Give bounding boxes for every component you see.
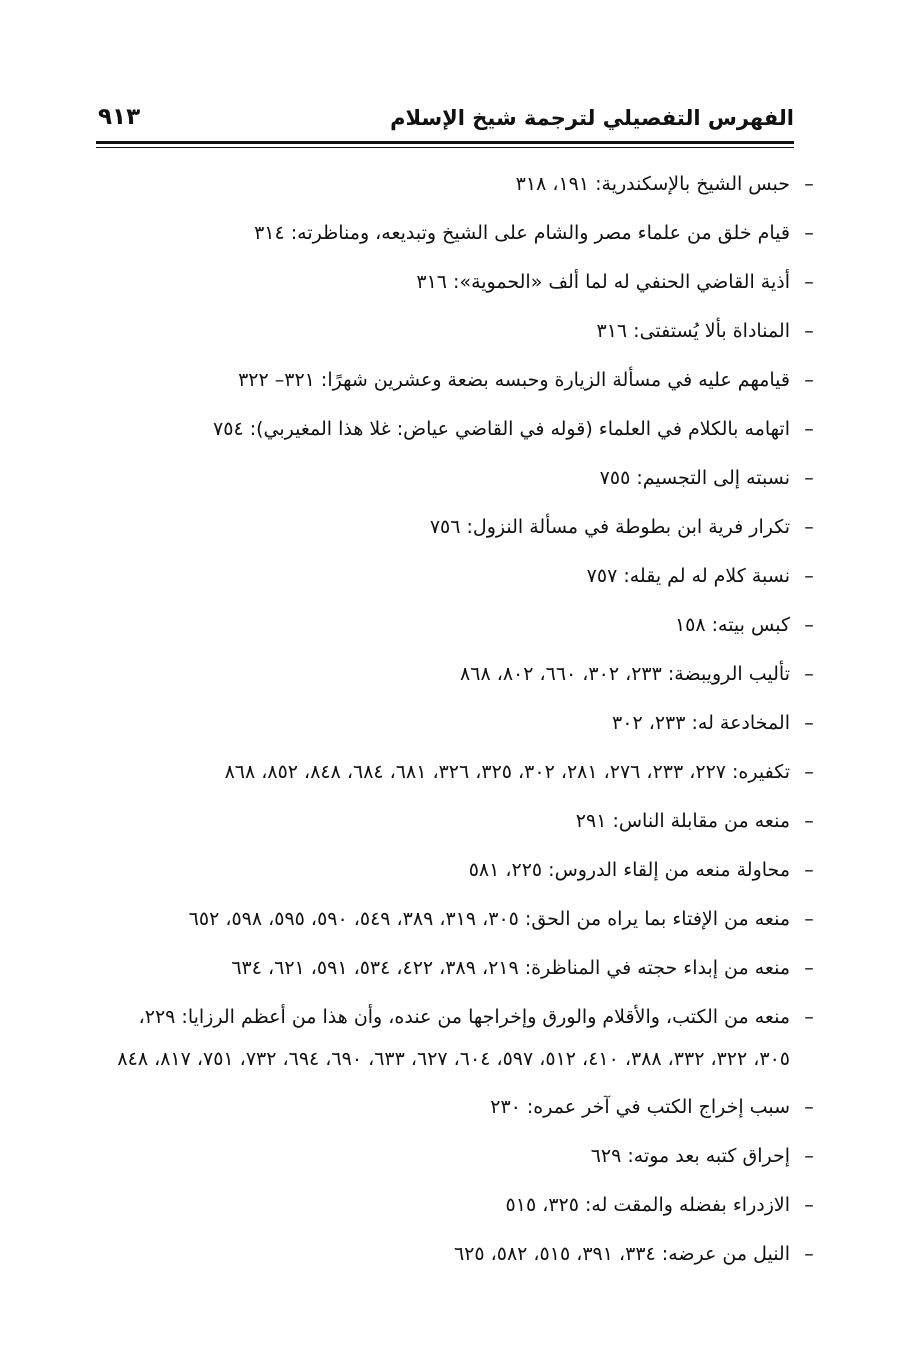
entry-dash: – — [804, 810, 814, 832]
index-entry — [100, 993, 820, 1083]
entry-text: قيام خلق من علماء مصر والشام على الشيخ وتبديعه، ومناظرته: ٣١٤ — [254, 222, 790, 244]
entry-text: سبب إخراج الكتب في آخر عمره: ٢٣٠ — [490, 1096, 790, 1118]
entry-text: الازدراء بفضله والمقت له: ٣٢٥، ٥١٥ — [505, 1194, 790, 1216]
index-entry — [100, 895, 820, 944]
entry-dash: – — [804, 173, 814, 195]
index-entry-list — [100, 160, 820, 1279]
entry-dash: – — [804, 859, 814, 881]
index-entry — [100, 1230, 820, 1279]
index-entry — [100, 601, 820, 650]
entry-dash: – — [804, 516, 814, 538]
entry-text: كبس بيته: ١٥٨ — [674, 614, 790, 636]
running-header — [96, 100, 794, 144]
entry-dash: – — [804, 1243, 814, 1265]
entry-text: حبس الشيخ بالإسكندرية: ١٩١، ٣١٨ — [515, 173, 790, 195]
entry-text: محاولة منعه من إلقاء الدروس: ٢٢٥، ٥٨١ — [468, 859, 790, 881]
header-rule-thin — [96, 147, 794, 148]
entry-dash: – — [804, 1194, 814, 1216]
entry-text: إحراق كتبه بعد موته: ٦٢٩ — [590, 1145, 790, 1167]
entry-text: المخادعة له: ٢٣٣، ٣٠٢ — [612, 712, 790, 734]
entry-text: اتهامه بالكلام في العلماء (قوله في القاضي عياض: غلا هذا المغيربي): ٧٥٤ — [213, 418, 790, 440]
entry-text: نسبته إلى التجسيم: ٧٥٥ — [599, 467, 790, 489]
index-entry — [100, 797, 820, 846]
entry-dash: – — [804, 369, 814, 391]
index-entry — [100, 307, 820, 356]
entry-dash: – — [804, 271, 814, 293]
index-entry — [100, 1083, 820, 1132]
index-entry — [100, 846, 820, 895]
index-entry — [100, 454, 820, 503]
index-entry — [100, 650, 820, 699]
entry-dash: – — [804, 467, 814, 489]
index-entry — [100, 160, 820, 209]
entry-dash: – — [804, 614, 814, 636]
entry-dash: – — [804, 1096, 814, 1118]
entry-dash: – — [804, 712, 814, 734]
index-entry — [100, 552, 820, 601]
entry-dash: – — [804, 418, 814, 440]
entry-text: أذية القاضي الحنفي له لما ألف «الحموية»: ٣١٦ — [416, 271, 790, 293]
entry-text: نسبة كلام له لم يقله: ٧٥٧ — [586, 565, 790, 587]
entry-text: منعه من إبداء حجته في المناظرة: ٢١٩، ٣٨٩، ٤٢٢، ٥٣٤، ٥٩١، ٦٢١، ٦٣٤ — [231, 957, 790, 979]
index-entry — [100, 1181, 820, 1230]
index-entry — [100, 944, 820, 993]
index-entry — [100, 258, 820, 307]
header-title: الفهرس التفصيلي لترجمة شيخ الإسلام — [390, 106, 794, 130]
entry-dash: – — [804, 908, 814, 930]
index-entry — [100, 503, 820, 552]
entry-text: منعه من الكتب، والأقلام والورق وإخراجها من عنده، وأن هذا من أعظم الرزايا: ٢٢٩، ٣٠٥، ٣٢٢، ٣٣٢، ٣٨٨، ٤١٠، ٥١٢، ٥٩٧، ٦٠٤، ٦٢٧، ٦٣٣، ٦٩٠، ٦٩٤، ٧٣٢، ٧٥١، ٨١٧، ٨٤٨ — [117, 1006, 790, 1070]
entry-text: منعه من الإفتاء بما يراه من الحق: ٣٠٥، ٣١٩، ٣٨٩، ٥٤٩، ٥٩٠، ٥٩٥، ٥٩٨، ٦٥٢ — [188, 908, 790, 930]
entry-text: منعه من مقابلة الناس: ٢٩١ — [575, 810, 790, 832]
index-entry — [100, 1132, 820, 1181]
entry-text: تأليب الرويبضة: ٢٣٣، ٣٠٢، ٦٦٠، ٨٠٢، ٨٦٨ — [460, 663, 790, 685]
index-entry — [100, 356, 820, 405]
entry-text: قيامهم عليه في مسألة الزيارة وحبسه بضعة وعشرين شهرًا: ٣٢١– ٣٢٢ — [238, 369, 790, 391]
entry-text: تكفيره: ٢٢٧، ٢٣٣، ٢٧٦، ٢٨١، ٣٠٢، ٣٢٥، ٣٢٦، ٦٨١، ٦٨٤، ٨٤٨، ٨٥٢، ٨٦٨ — [224, 761, 790, 783]
entry-text: المناداة بألا يُستفتى: ٣١٦ — [596, 320, 790, 342]
index-entry — [100, 209, 820, 258]
entry-dash: – — [804, 565, 814, 587]
entry-dash: – — [804, 1006, 814, 1028]
entry-text: النيل من عرضه: ٣٣٤، ٣٩١، ٥١٥، ٥٨٢، ٦٢٥ — [453, 1243, 790, 1265]
entry-dash: – — [804, 957, 814, 979]
index-entry — [100, 405, 820, 454]
entry-dash: – — [804, 761, 814, 783]
header-rule-thick — [96, 141, 794, 144]
entry-text: تكرار فرية ابن بطوطة في مسألة النزول: ٧٥٦ — [429, 516, 790, 538]
entry-dash: – — [804, 222, 814, 244]
page-number: ٩١٣ — [98, 104, 141, 130]
entry-dash: – — [804, 320, 814, 342]
entry-dash: – — [804, 663, 814, 685]
index-entry — [100, 699, 820, 748]
index-entry — [100, 748, 820, 797]
entry-dash: – — [804, 1145, 814, 1167]
